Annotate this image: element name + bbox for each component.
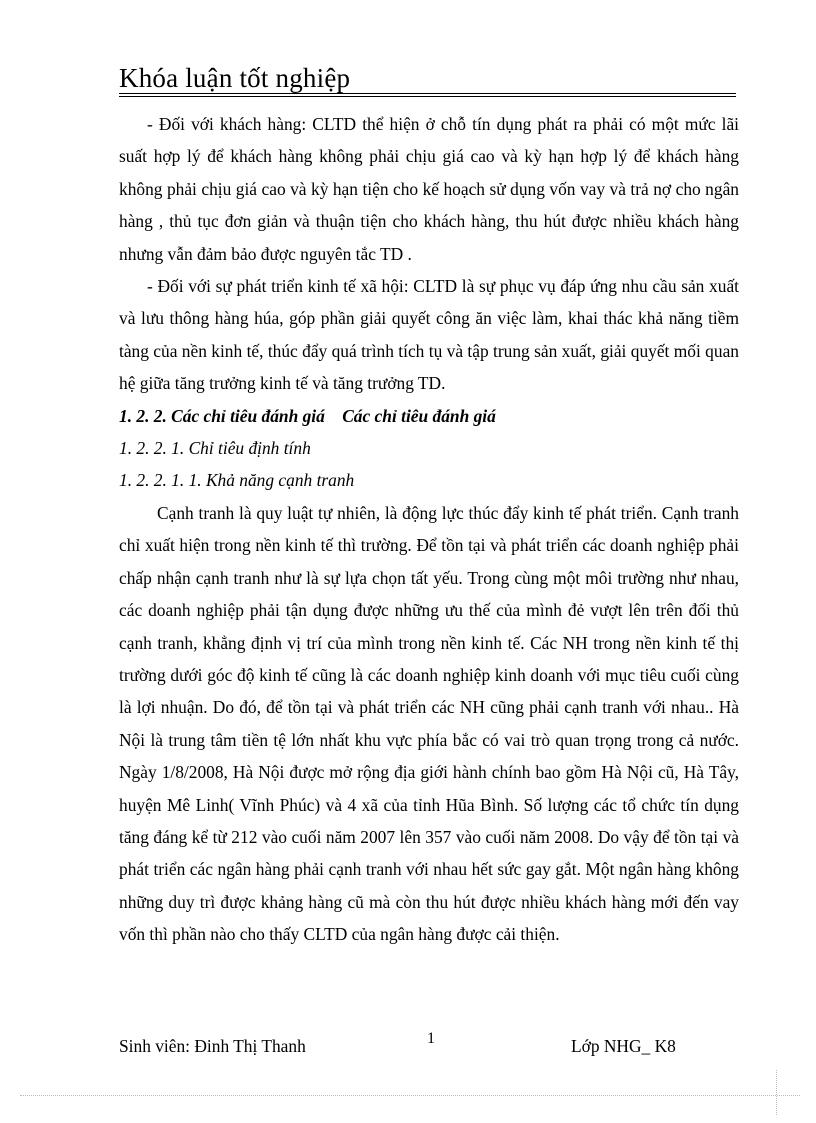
header-rule [119, 93, 736, 94]
page-footer [119, 1030, 739, 1060]
footer-page-number: 1 [427, 1030, 435, 1047]
paragraph-customers: - Đối với khách hàng: CLTD thể hiện ở chỗ tín dụng phát ra phải có một mức lãi suất hợp lý để khách hàng không phải chịu giá cao và kỳ hạn hợp lý để khách hàng không phải chịu giá cao và kỳ hạn tiện cho kế hoạch sử dụng vốn vay và trả nợ cho ngân hàng , thủ tục đơn giản và thuận tiện cho khách hàng, thu hút được nhiều khách hàng nhưng vẫn đảm bảo được nguyên tắc TD . [119, 114, 739, 264]
header-rule-double [119, 96, 736, 97]
paragraph-competition: Cạnh tranh là quy luật tự nhiên, là động lực thúc đẩy kinh tế phát triển. Cạnh tranh chỉ xuất hiện trong nền kinh tế thì trường. Để tồn tại và phát triển các doanh nghiệp phải chấp nhận cạnh tranh như là sự lựa chọn tất yếu. Trong cùng một môi trường như nhau, các doanh nghiệp phải tận dụng được những ưu thế của mình đẻ vượt lên trên đối thủ cạnh tranh, khẳng định vị trí của mình trong nền kinh tế. Các NH trong nền kinh tế thị trường dưới góc độ kinh tế cũng là các doanh nghiệp kinh doanh với mục tiêu cuối cùng là lợi nhuận. Do đó, để tồn tại và phát triển các NH cũng phải cạnh tranh với nhau.. Hà Nội là trung tâm tiền tệ lớn nhất khu vực phía bắc có vai trò quan trọng trong cả nước. Ngày 1/8/2008, Hà Nội được mở rộng địa giới hành chính bao gồm Hà Nội cũ, Hà Tây, huyện Mê Linh( Vĩnh Phúc) và 4 xã của tỉnh Hũa Bình. Số lượng các tổ chức tín dụng tăng đáng kể từ 212 vào cuối năm 2007 lên 357 vào cuối năm 2008. Do vậy để tồn tại và phát triển các ngân hàng phải cạnh tranh với nhau hết sức gay gắt. Một ngân hàng không những duy trì được khảng hàng cũ mà còn thu hút được nhiều khách hàng mới đến vay vốn thì phần nào cho thấy CLTD của ngân hàng được cải thiện. [119, 502, 739, 945]
footer-class: Lớp NHG_ K8 [571, 1036, 676, 1056]
document-body [119, 108, 739, 951]
paragraph-economy: - Đối với sự phát triển kinh tế xã hội: CLTD là sự phục vụ đáp ứng nhu cầu sản xuất và lưu thông hàng húa, góp phần giải quyết công ăn việc làm, khai thác khả năng tiềm tàng của nền kinh tế, thúc đẩy quá trình tích tụ và tập trung sản xuất, giải quyết mối quan hệ giữa tăng trưởng kinh tế và tăng trưởng TD. [119, 276, 739, 394]
section-heading-1-2-2-1: 1. 2. 2. 1. Chỉ tiêu định tính [119, 438, 311, 459]
page-bottom-dotted-border [20, 1095, 800, 1096]
page-header-title: Khóa luận tốt nghiệp [119, 63, 351, 93]
page-corner-dotted-border [776, 1070, 777, 1115]
section-heading-1-2-2: 1. 2. 2. Các chỉ tiêu đánh giá Các chỉ tiêu đánh giá [119, 405, 496, 426]
footer-student: Sinh viên: Đinh Thị Thanh [119, 1036, 306, 1056]
section-heading-1-2-2-1-1: 1. 2. 2. 1. 1. Khả năng cạnh tranh [119, 470, 355, 491]
